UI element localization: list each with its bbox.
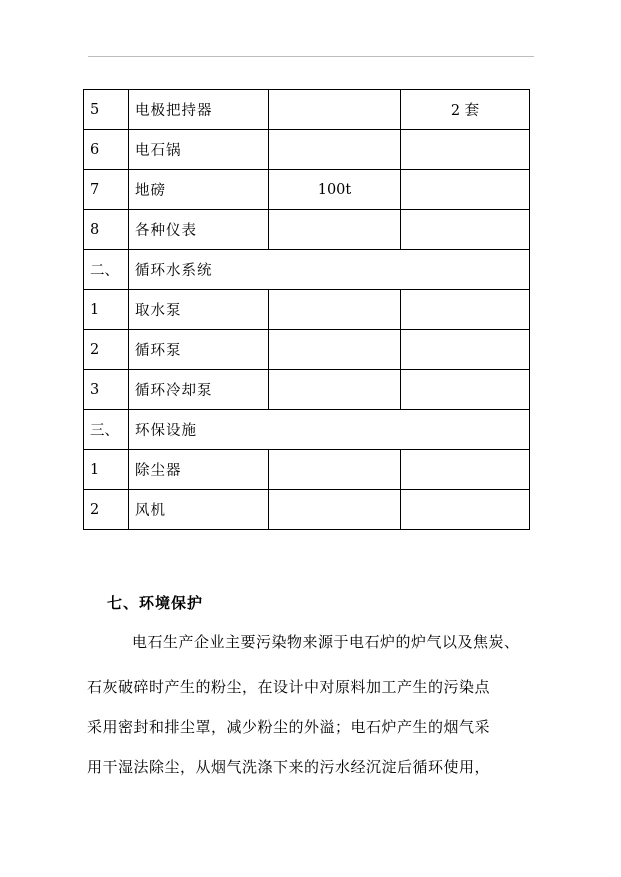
section-number: 三、: [84, 410, 129, 450]
paragraph-line: 采用密封和排尘罩，减少粉尘的外溢；电石炉产生的烟气采: [87, 718, 491, 736]
row-number: 7: [84, 170, 129, 210]
section-name: 循环水系统: [129, 250, 530, 290]
equipment-qty: [401, 450, 530, 490]
section-row: [84, 250, 530, 290]
equipment-qty: [401, 170, 530, 210]
section-number: 二、: [84, 250, 129, 290]
equipment-qty: [401, 210, 530, 250]
table-row: [84, 370, 530, 410]
table-row: [84, 330, 530, 370]
equipment-spec: [269, 90, 401, 130]
section-name: 环保设施: [129, 410, 530, 450]
paragraph-line: 电石生产企业主要污染物来源于电石炉的炉气以及焦炭、: [132, 633, 520, 651]
table-row: [84, 210, 530, 250]
table-row: [84, 490, 530, 530]
row-number: 3: [84, 370, 129, 410]
equipment-qty: [401, 130, 530, 170]
equipment-name: 地磅: [129, 170, 269, 210]
equipment-spec: [269, 490, 401, 530]
equipment-spec: [269, 330, 401, 370]
row-number: 2: [84, 490, 129, 530]
equipment-name: 取水泵: [129, 290, 269, 330]
row-number: 6: [84, 130, 129, 170]
equipment-qty: [401, 490, 530, 530]
paragraph-line: 用干湿法除尘，从烟气洗涤下来的污水经沉淀后循环使用，: [87, 758, 491, 776]
table-row: [84, 450, 530, 490]
row-number: 1: [84, 290, 129, 330]
equipment-name: 循环冷却泵: [129, 370, 269, 410]
equipment-name: 除尘器: [129, 450, 269, 490]
equipment-name: 风机: [129, 490, 269, 530]
equipment-name: 各种仪表: [129, 210, 269, 250]
equipment-qty: 2 套: [401, 90, 530, 130]
header-rule: [88, 56, 534, 57]
equipment-spec: 100t: [269, 170, 401, 210]
table-row: [84, 170, 530, 210]
section-row: [84, 410, 530, 450]
equipment-spec: [269, 130, 401, 170]
equipment-name: 循环泵: [129, 330, 269, 370]
table-row: [84, 130, 530, 170]
row-number: 1: [84, 450, 129, 490]
row-number: 5: [84, 90, 129, 130]
equipment-name: 电极把持器: [129, 90, 269, 130]
equipment-spec: [269, 370, 401, 410]
table-row: [84, 90, 530, 130]
equipment-spec: [269, 210, 401, 250]
equipment-spec: [269, 290, 401, 330]
row-number: 2: [84, 330, 129, 370]
equipment-spec: [269, 450, 401, 490]
equipment-qty: [401, 290, 530, 330]
equipment-qty: [401, 330, 530, 370]
section-heading: 七、环境保护: [107, 594, 204, 612]
equipment-qty: [401, 370, 530, 410]
row-number: 8: [84, 210, 129, 250]
table-row: [84, 290, 530, 330]
paragraph-line: 石灰破碎时产生的粉尘，在设计中对原料加工产生的污染点: [87, 678, 491, 696]
equipment-name: 电石锅: [129, 130, 269, 170]
equipment-table: [83, 89, 530, 530]
